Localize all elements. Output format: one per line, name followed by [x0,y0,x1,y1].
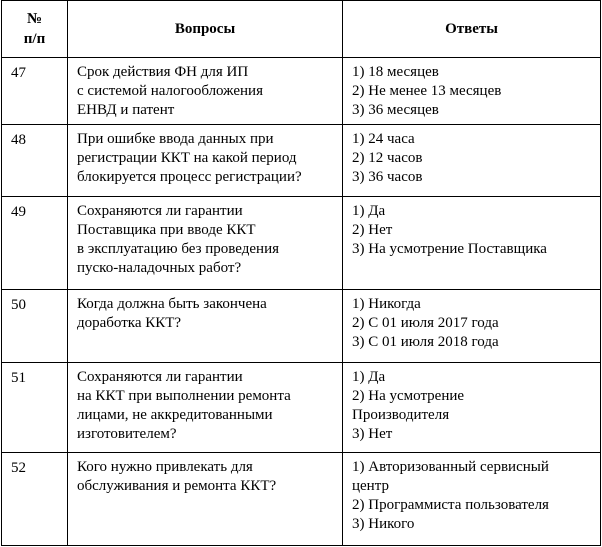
header-answers: Ответы [343,1,601,58]
question-cell [68,125,343,197]
answer-cell [343,290,601,363]
question-line: доработка ККТ? [77,315,182,331]
answer-cell [343,125,601,197]
answer-option: 2) Нет [352,222,393,238]
answer-option: центр [352,478,389,494]
question-line: Поставщика при вводе ККТ [77,222,256,238]
question-cell [68,363,343,453]
table-row [2,453,601,546]
answer-option: 3) Нет [352,426,393,442]
header-num [2,1,68,58]
answer-cell [343,453,601,546]
row-number: 49 [2,197,68,290]
question-line: Срок действия ФН для ИП [77,64,249,80]
row-number: 50 [2,290,68,363]
question-cell [68,453,343,546]
questions-table [1,0,601,546]
answer-option: Производителя [352,407,450,423]
question-line: ЕНВД и патент [77,102,175,118]
question-cell [68,197,343,290]
question-line: пуско-наладочных работ? [77,260,242,276]
question-line: блокируется процесс регистрации? [77,169,302,185]
question-line: изготовителем? [77,426,177,442]
answer-option: 1) Авторизованный сервисный [352,459,549,475]
table-row [2,125,601,197]
question-line: лицами, не аккредитованными [77,407,273,423]
header-row [2,1,601,58]
answer-option: 2) 12 часов [352,150,423,166]
row-number: 51 [2,363,68,453]
answer-option: 3) С 01 июля 2018 года [352,334,499,350]
question-line: При ошибке ввода данных при [77,131,274,147]
question-line: Сохраняются ли гарантии [77,203,243,219]
answer-option: 2) Программиста пользователя [352,497,549,513]
question-cell [68,58,343,125]
answer-cell [343,197,601,290]
answer-option: 3) Никого [352,516,415,532]
question-line: с системой налогообложения [77,83,263,99]
question-line: Когда должна быть закончена [77,296,267,312]
table-body [2,58,601,546]
question-cell [68,290,343,363]
header-questions: Вопросы [68,1,343,58]
answer-option: 3) 36 месяцев [352,102,439,118]
answer-cell [343,363,601,453]
question-line: Кого нужно привлекать для [77,459,253,475]
answer-option: 1) 18 месяцев [352,64,439,80]
table-row [2,197,601,290]
question-line: на ККТ при выполнении ремонта [77,388,291,404]
table-row [2,363,601,453]
question-line: Сохраняются ли гарантии [77,369,243,385]
question-line: обслуживания и ремонта ККТ? [77,478,277,494]
answer-cell [343,58,601,125]
question-line: в эксплуатацию без проведения [77,241,280,257]
header-num-line2: п/п [23,31,46,47]
answer-option: 2) С 01 июля 2017 года [352,315,499,331]
table-row [2,58,601,125]
answer-option: 1) Никогда [352,296,421,312]
question-line: регистрации ККТ на какой период [77,150,297,166]
answer-option: 1) Да [352,203,386,219]
answer-option: 1) Да [352,369,386,385]
header-num-line1: № [26,11,43,27]
table-row [2,290,601,363]
answer-option: 3) На усмотрение Поставщика [352,241,547,257]
answer-option: 1) 24 часа [352,131,415,147]
row-number: 48 [2,125,68,197]
row-number: 52 [2,453,68,546]
answer-option: 2) Не менее 13 месяцев [352,83,502,99]
answer-option: 3) 36 часов [352,169,423,185]
row-number: 47 [2,58,68,125]
answer-option: 2) На усмотрение [352,388,465,404]
